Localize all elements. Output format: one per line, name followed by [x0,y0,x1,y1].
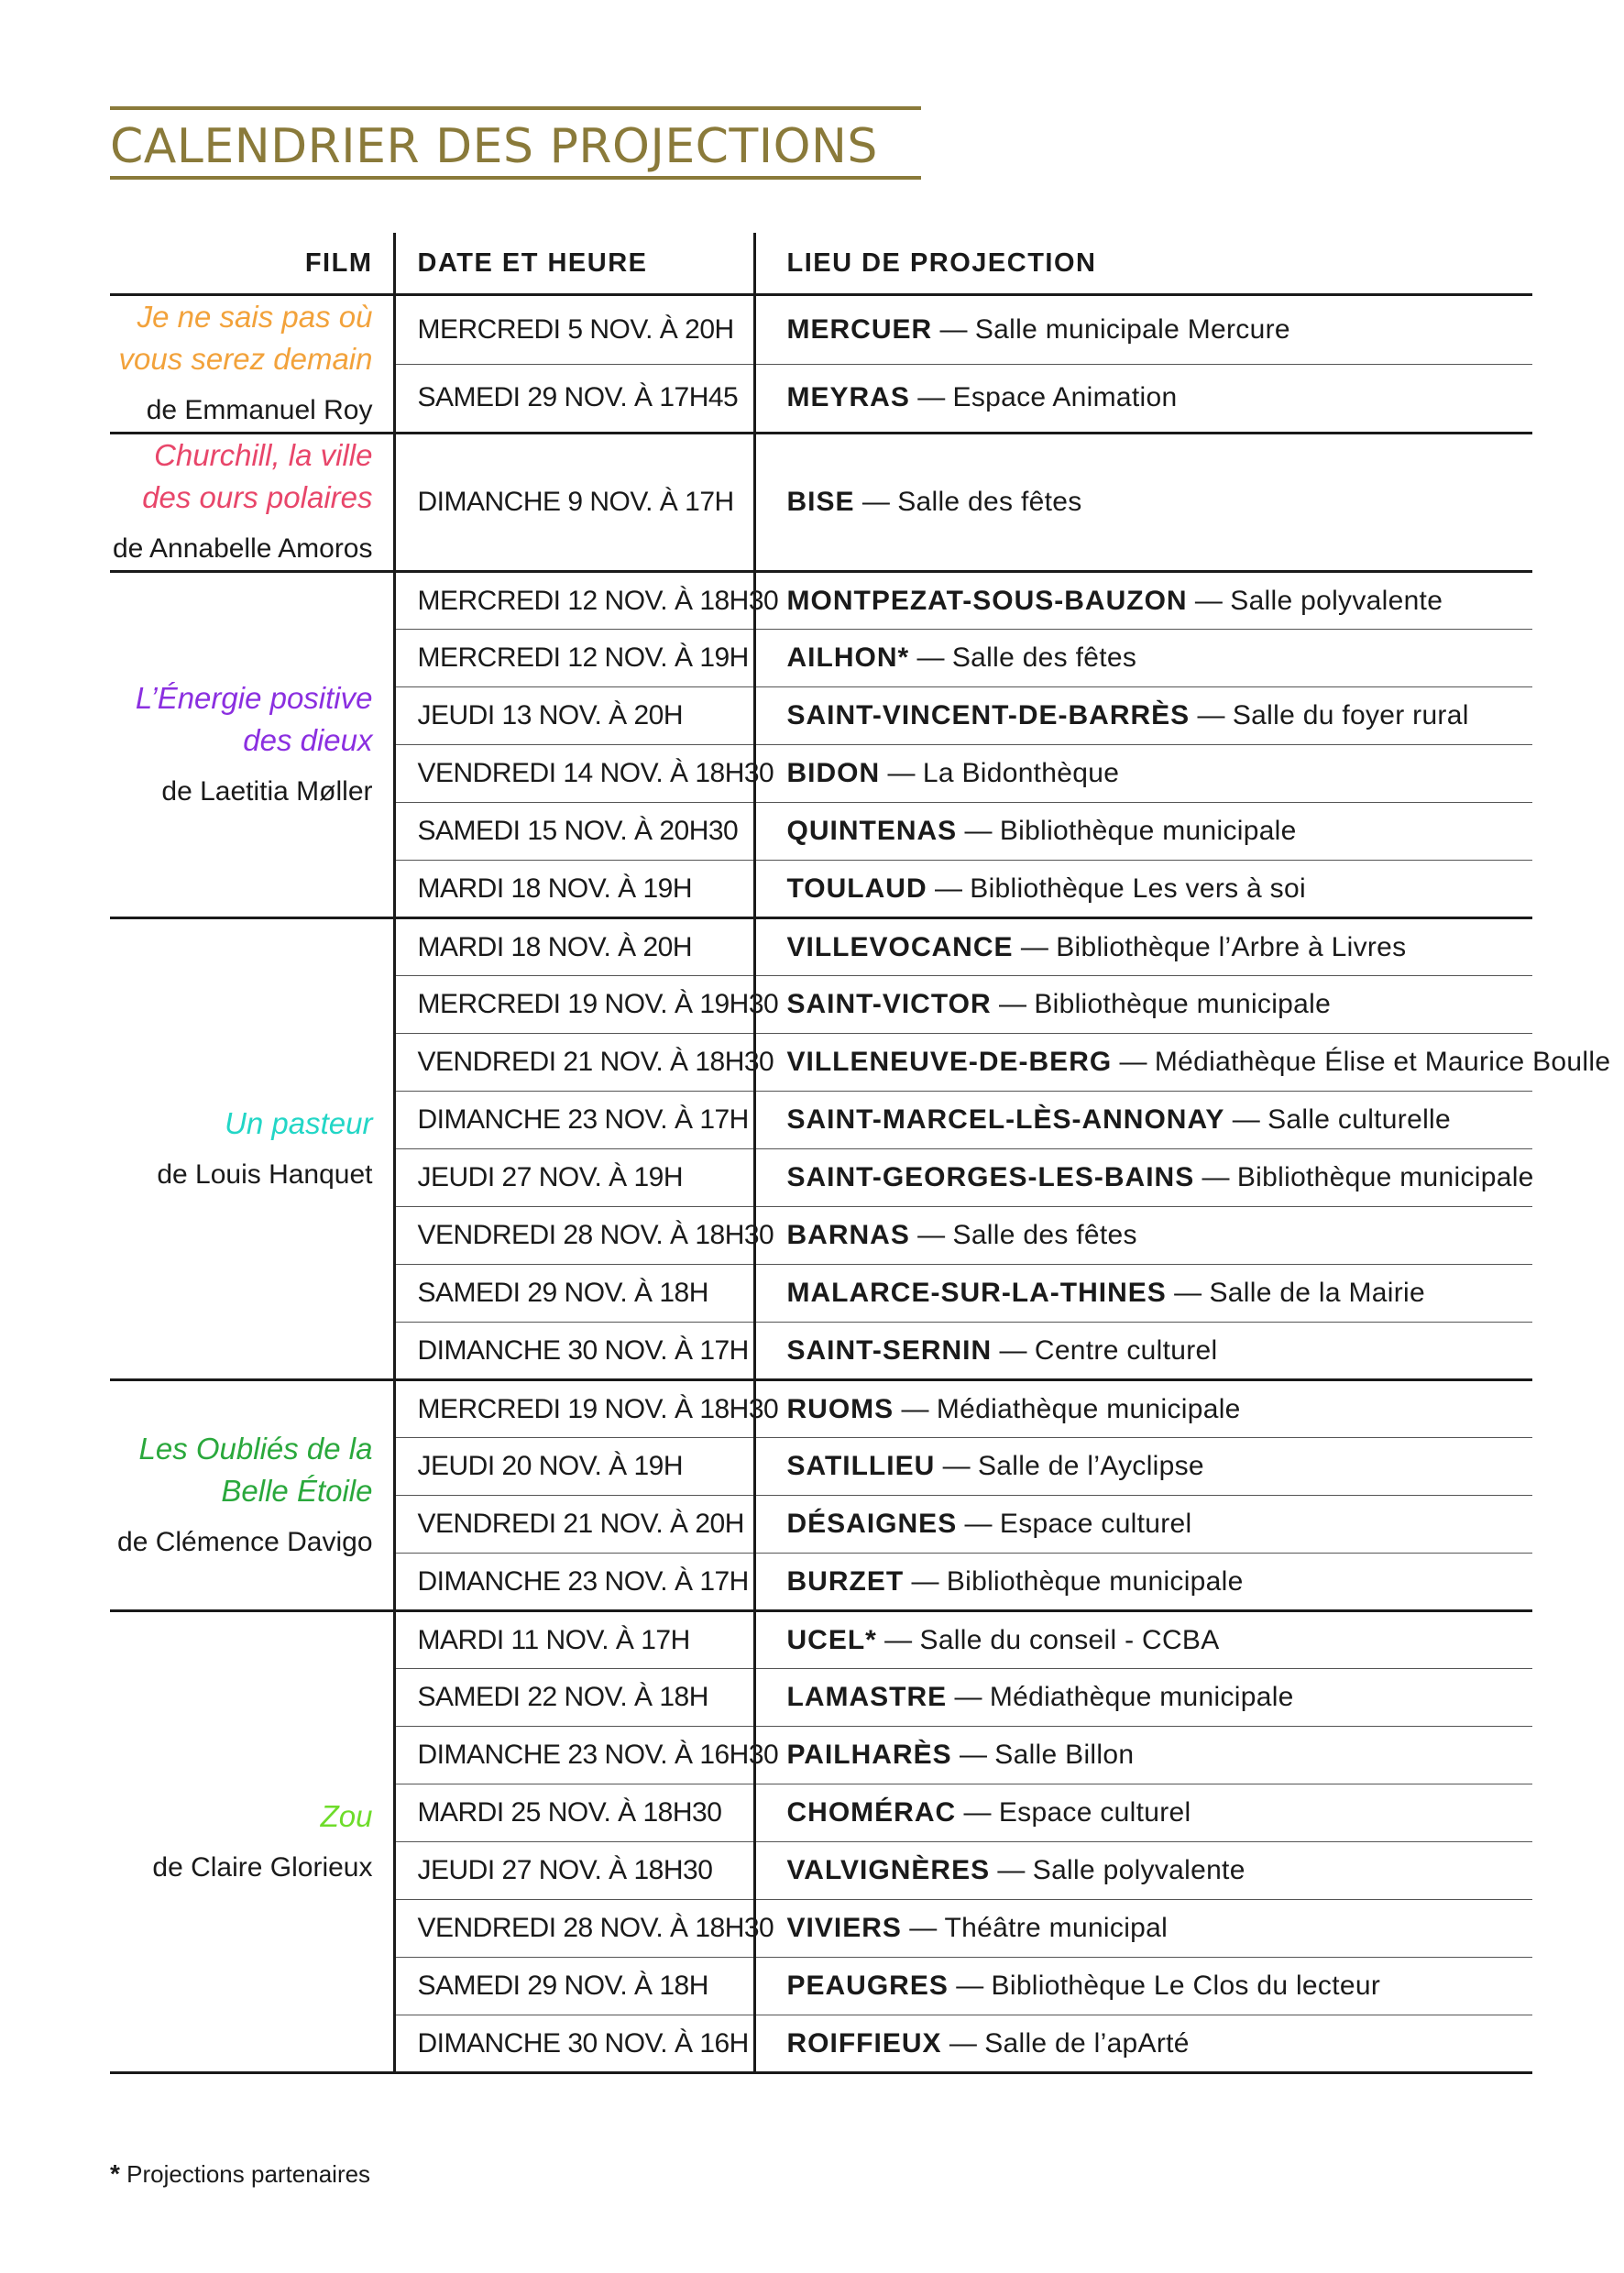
screening-location [754,1380,1532,1438]
screening-location [754,2015,1532,2073]
town-name: VIVIERS [786,1913,902,1943]
screening-date: MARDI 18 NOV. À 20H [394,918,754,976]
venue-name: Médiathèque Élise et Maurice Boulle [1154,1047,1611,1077]
film-group [110,434,1532,572]
screening-date: JEUDI 13 NOV. À 20H [394,687,754,745]
screening-location [754,1900,1532,1958]
town-name: ROIFFIEUX [786,2027,942,2059]
separator-dash: — [880,758,923,788]
page-title: CALENDRIER DES PROJECTIONS [110,119,878,174]
town-name: TOULAUD [786,873,927,904]
separator-dash: — [956,1797,999,1828]
screening-date: DIMANCHE 9 NOV. À 17H [394,434,754,572]
film-title: Je ne sais pas où vous serez demain [118,300,373,376]
screening-location [754,1727,1532,1784]
screening-date: VENDREDI 28 NOV. À 18H30 [394,1207,754,1265]
screening-location [754,1265,1532,1323]
town-name: AILHON* [786,642,910,673]
film-group [110,1611,1532,2073]
separator-dash: — [1166,1278,1210,1308]
film-group [110,918,1611,1380]
screening-location [754,918,1532,976]
venue-name: Salle culturelle [1267,1104,1451,1135]
separator-dash: — [992,1334,1035,1366]
separator-dash: — [932,313,975,345]
venue-name: Bibliothèque municipale [999,816,1297,846]
film-title: Un pasteur [225,1105,373,1140]
film-director: de Annabelle Amoros [112,533,373,564]
screening-date: DIMANCHE 30 NOV. À 16H [394,2015,754,2073]
film-group [110,572,1532,918]
venue-name: Théâtre municipal [944,1913,1169,1943]
film-title: L’Énergie positive des dieux [135,680,373,757]
header-date: DATE ET HEURE [394,233,754,295]
film-title: Zou [320,1798,373,1833]
screening-location [754,745,1532,803]
separator-dash: — [1112,1047,1155,1077]
separator-dash: — [1013,931,1057,962]
screening-date: SAMEDI 22 NOV. À 18H [394,1669,754,1727]
town-name: QUINTENAS [786,816,958,846]
screening-location [754,1207,1532,1265]
screening-location [754,1842,1532,1900]
footnote [110,2159,370,2189]
footnote-text: Projections partenaires [126,2160,371,2188]
film-cell [110,572,394,918]
venue-name: La Bidonthèque [922,758,1120,788]
separator-dash: — [909,382,953,413]
town-name: LAMASTRE [786,1682,948,1712]
town-name: UCEL* [786,1624,877,1655]
venue-name: Espace Animation [952,382,1178,413]
venue-name: Salle de la Mairie [1209,1278,1425,1308]
town-name: VILLEVOCANCE [786,931,1014,962]
separator-dash: — [909,1220,953,1250]
screening-date: SAMEDI 29 NOV. À 18H [394,1265,754,1323]
town-name: VALVIGNÈRES [786,1855,991,1885]
screening-date: VENDREDI 28 NOV. À 18H30 [394,1900,754,1958]
film-group [110,1380,1532,1611]
screening-date: JEUDI 20 NOV. À 19H [394,1438,754,1496]
film-group [110,295,1532,434]
screening-location [754,1496,1532,1554]
screening-location [754,1669,1532,1727]
town-name: SAINT-SERNIN [786,1334,993,1366]
schedule-table [110,233,1611,2074]
separator-dash: — [894,1393,937,1424]
screening-date: DIMANCHE 30 NOV. À 17H [394,1323,754,1380]
screening-date: DIMANCHE 23 NOV. À 16H30 [394,1727,754,1784]
screening-location [754,1958,1532,2015]
screening-location [754,295,1532,365]
separator-dash: — [957,1509,1000,1539]
town-name: SATILLIEU [786,1451,936,1481]
separator-dash: — [904,1565,947,1597]
table-row [110,1611,1532,1669]
header-film: FILM [110,233,394,295]
separator-dash: — [957,816,1000,846]
town-name: MEYRAS [786,382,910,413]
venue-name: Salle de l’apArté [984,2027,1190,2059]
separator-dash: — [935,1451,978,1481]
venue-name: Salle du conseil - CCBA [919,1624,1220,1655]
screening-date: MERCREDI 12 NOV. À 19H [394,630,754,687]
separator-dash: — [948,1971,992,2001]
venue-name: Espace culturel [998,1797,1191,1828]
screening-location [754,1438,1532,1496]
header-lieu: LIEU DE PROJECTION [754,233,1532,295]
table-row [110,572,1532,630]
separator-dash: — [901,1913,945,1943]
town-name: CHOMÉRAC [786,1797,957,1828]
screening-location [754,1034,1611,1092]
screening-location [754,364,1532,434]
venue-name: Bibliothèque l’Arbre à Livres [1056,931,1407,962]
venue-name: Salle des fêtes [951,642,1137,673]
town-name: RUOMS [786,1393,894,1424]
table-row [110,295,1532,365]
separator-dash: — [1190,700,1233,730]
venue-name: Centre culturel [1034,1334,1218,1366]
town-name: SAINT-MARCEL-LÈS-ANNONAY [786,1104,1225,1135]
screening-location [754,976,1532,1034]
venue-name: Salle municipale Mercure [974,313,1290,345]
venue-name: Bibliothèque municipale [1236,1162,1534,1192]
venue-name: Salle polyvalente [1032,1855,1245,1885]
town-name: BIDON [786,758,881,788]
screening-location [754,630,1532,687]
town-name: SAINT-VICTOR [786,989,992,1019]
separator-dash: — [927,873,971,904]
table-row [110,918,1532,976]
venue-name: Médiathèque municipale [936,1393,1241,1424]
film-director: de Louis Hanquet [157,1158,373,1190]
film-cell [110,1611,394,2073]
venue-name: Salle du foyer rural [1232,700,1469,730]
town-name: SAINT-VINCENT-DE-BARRÈS [786,700,1191,730]
film-title: Les Oubliés de la Belle Étoile [138,1431,373,1508]
film-cell [110,1380,394,1611]
venue-name: Salle des fêtes [952,1220,1137,1250]
table-header-row [110,233,1532,295]
film-director: de Laetitia Møller [161,775,373,807]
venue-name: Salle des fêtes [897,487,1082,517]
separator-dash: — [991,989,1035,1019]
screening-date: DIMANCHE 23 NOV. À 17H [394,1092,754,1149]
separator-dash: — [1224,1104,1268,1135]
town-name: PEAUGRES [786,1971,949,2001]
screening-location [754,687,1532,745]
separator-dash: — [941,2027,985,2059]
screening-date: SAMEDI 29 NOV. À 18H [394,1958,754,2015]
town-name: VILLENEUVE-DE-BERG [786,1047,1113,1077]
screening-location [754,434,1532,572]
screening-location [754,803,1532,861]
screening-date: MERCREDI 19 NOV. À 19H30 [394,976,754,1034]
town-name: BURZET [786,1565,905,1597]
venue-name: Bibliothèque municipale [946,1565,1244,1597]
screening-date: MERCREDI 12 NOV. À 18H30 [394,572,754,630]
screening-date: VENDREDI 14 NOV. À 18H30 [394,745,754,803]
screening-date: VENDREDI 21 NOV. À 18H30 [394,1034,754,1092]
screening-location [754,1092,1532,1149]
screening-date: MERCREDI 19 NOV. À 18H30 [394,1380,754,1438]
venue-name: Bibliothèque municipale [1034,989,1332,1019]
town-name: MERCUER [786,313,933,345]
screening-date: SAMEDI 15 NOV. À 20H30 [394,803,754,861]
screening-location [754,1554,1532,1611]
film-title: Churchill, la ville des ours polaires [142,438,373,514]
separator-dash: — [990,1855,1033,1885]
venue-name: Salle de l’Ayclipse [977,1451,1204,1481]
screening-location [754,572,1532,630]
screening-date: MARDI 11 NOV. À 17H [394,1611,754,1669]
screening-location [754,861,1532,918]
screening-date: SAMEDI 29 NOV. À 17H45 [394,364,754,434]
film-director: de Emmanuel Roy [146,395,373,425]
screening-date: DIMANCHE 23 NOV. À 17H [394,1554,754,1611]
screening-location [754,1323,1532,1380]
town-name: BISE [786,487,855,517]
screening-date: JEUDI 27 NOV. À 18H30 [394,1842,754,1900]
screening-date: MARDI 25 NOV. À 18H30 [394,1784,754,1842]
venue-name: Salle Billon [994,1740,1135,1770]
venue-name: Bibliothèque Les vers à soi [970,873,1306,904]
film-cell [110,918,394,1380]
table-row [110,434,1532,572]
screening-date: MARDI 18 NOV. À 19H [394,861,754,918]
separator-dash: — [876,1624,920,1655]
venue-name: Médiathèque municipale [989,1682,1294,1712]
separator-dash: — [951,1740,995,1770]
screening-location [754,1784,1532,1842]
town-name: MONTPEZAT-SOUS-BAUZON [786,585,1188,616]
venue-name: Salle polyvalente [1230,585,1443,616]
screening-location [754,1611,1532,1669]
separator-dash: — [854,487,898,517]
film-director: de Clémence Davigo [117,1526,373,1557]
separator-dash: — [1187,585,1231,616]
town-name: BARNAS [786,1220,910,1250]
separator-dash: — [1194,1162,1237,1192]
film-cell [110,434,394,572]
town-name: MALARCE-SUR-LA-THINES [786,1278,1167,1308]
venue-name: Espace culturel [999,1509,1192,1539]
separator-dash: — [909,642,952,673]
screening-location [754,1149,1532,1207]
town-name: PAILHARÈS [786,1740,952,1770]
separator-dash: — [947,1682,990,1712]
town-name: SAINT-GEORGES-LES-BAINS [786,1162,1195,1192]
screening-date: MERCREDI 5 NOV. À 20H [394,295,754,365]
page-title-frame [110,106,921,180]
footnote-mark: * [110,2159,120,2188]
screening-date: JEUDI 27 NOV. À 19H [394,1149,754,1207]
film-director: de Claire Glorieux [152,1851,373,1883]
venue-name: Bibliothèque Le Clos du lecteur [991,1971,1381,2001]
town-name: DÉSAIGNES [786,1509,958,1539]
table-row [110,1380,1532,1438]
film-cell [110,295,394,434]
screening-date: VENDREDI 21 NOV. À 20H [394,1496,754,1554]
